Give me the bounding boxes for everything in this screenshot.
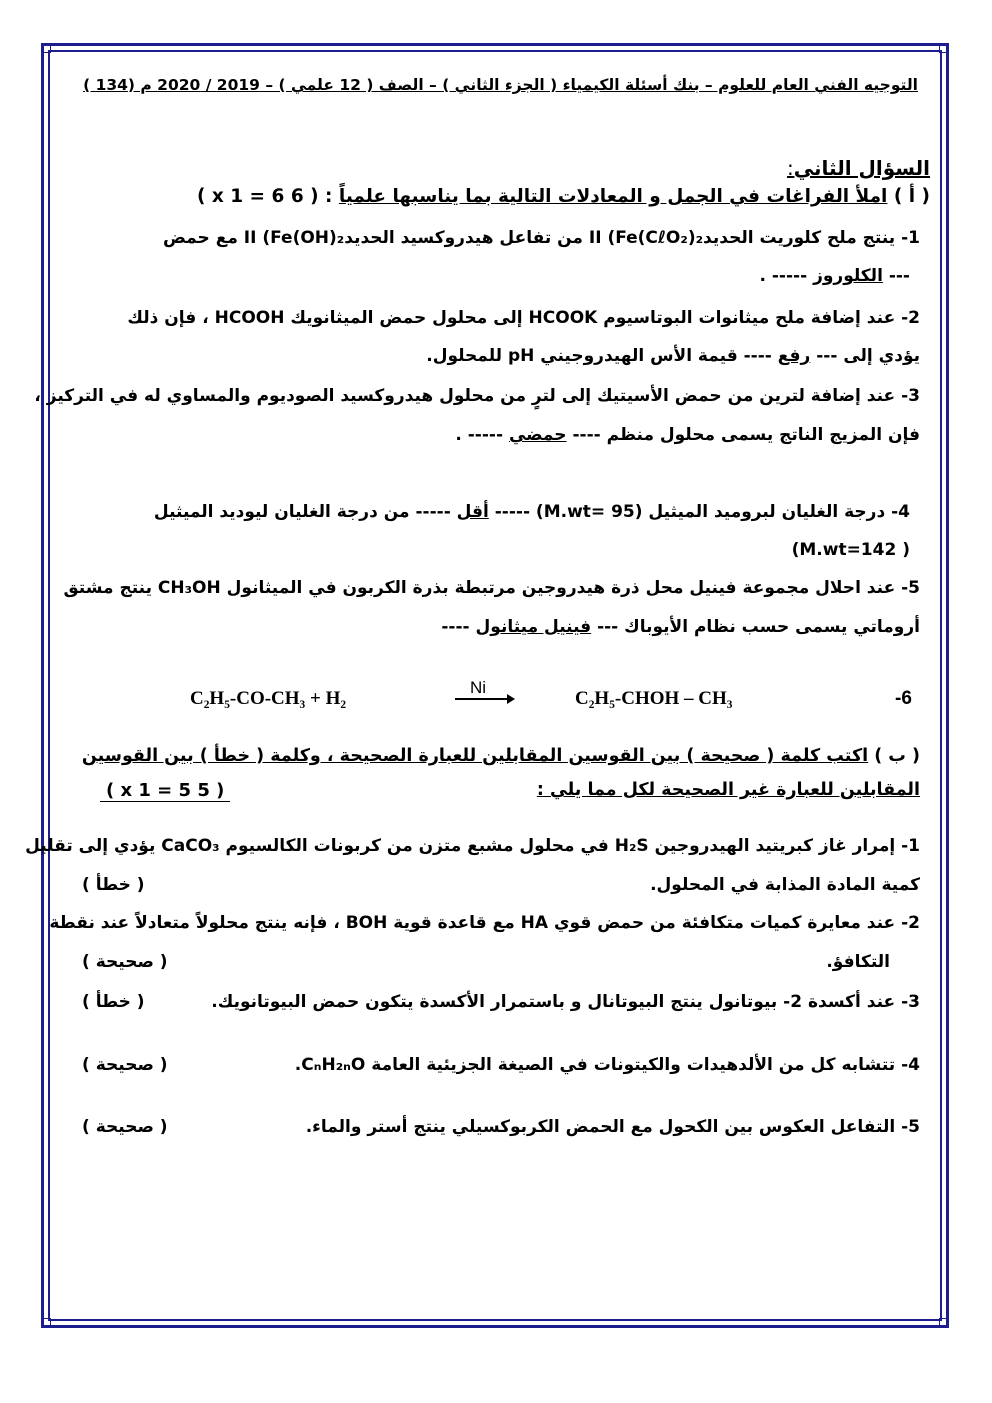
b-item-2-answer: ( صحيحة ) (82, 952, 168, 972)
equation-number: -6 (895, 688, 912, 709)
equation-catalyst: Ni (470, 678, 487, 697)
section-b-line1: ( ب ) اكتب كلمة ( صحيحة ) بين القوسين المقابلين للعبارة الصحيحة ، وكلمة ( خطأ ) بين القوسين (81, 746, 920, 766)
a-item-4-answer: أقل (456, 502, 489, 522)
a-item-2-line2: يؤدي إلى --- رفع ---- قيمة الأس الهيدروجيني pH للمحلول. (426, 346, 920, 366)
a-item-1-answer: الكلوروز (813, 266, 883, 286)
equation-reactants: C₂H₅-CO-CH₃ + H₂ (190, 688, 347, 709)
border-corner (939, 43, 949, 53)
section-a-label: ( أ ) (893, 186, 930, 207)
a-item-5-line1: 5- عند احلال مجموعة فينيل محل ذرة هيدروجين مرتبطة بذرة الكربون في الميثانول CH₃OH ينتج مشتق (63, 578, 920, 598)
a-item-3-answer: حمضي (508, 425, 567, 445)
section-a-heading (60, 186, 930, 207)
a-item-3-line1: 3- عند إضافة لترين من حمض الأسيتيك إلى لترٍ من محلول هيدروكسيد الصوديوم والمساوي له في التركيز ، (34, 386, 920, 406)
a-item-4-line1: 4- درجة الغليان لبروميد الميثيل (M.wt= 95) ----- أقل ----- من درجة الغليان ليوديد الميثيل (153, 502, 910, 522)
b-item-1-line1: 1- إمرار غاز كبريتيد الهيدروجين H₂S في محلول مشبع متزن من كربونات الكالسيوم CaCO₃ يؤدي إلى تقليل (25, 836, 920, 856)
b-item-4-answer: ( صحيحة ) (82, 1055, 168, 1075)
a-item-4-line2: ( M.wt=142) (791, 540, 910, 560)
a-item-1-line2: --- الكلوروز ----- . (759, 266, 910, 286)
b-item-4-line1: 4- تتشابه كل من الألدهيدات والكيتونات في الصيغة الجزيئية العامة CₙH₂ₙO. (294, 1055, 920, 1075)
equation-6 (60, 680, 930, 720)
b-item-5-answer: ( صحيحة ) (82, 1117, 168, 1137)
a-item-2-answer: رفع (777, 346, 811, 366)
equation-product: C₂H₅-CHOH – CH₃ (575, 688, 733, 709)
b-item-2-line2: التكافؤ. (826, 952, 890, 972)
border-corner (41, 1318, 51, 1328)
a-item-1-line1: 1- ينتج ملح كلوريت الحديدII (Fe(CℓO₂)₂ من تفاعل هيدروكسيد الحديدII (Fe(OH)₂ مع حمض (162, 228, 920, 248)
page-header: التوجيه الفني العام للعلوم – بنك أسئلة الكيمياء ( الجزء الثاني ) – الصف ( 12 علمي ) – 2019 / 2020 م (134 ) (83, 76, 918, 94)
question-title: السؤال الثاني: (787, 156, 930, 180)
section-a-score: : ( 6 x 1 = 6 ) (196, 186, 333, 207)
b-item-5-line1: 5- التفاعل العكوس بين الكحول مع الحمض الكربوكسيلي ينتج أستر والماء. (305, 1117, 920, 1137)
b-item-1-line2: كمية المادة المذابة في المحلول. (650, 875, 920, 895)
a-item-5-line2: أروماتي يسمى حسب نظام الأيوباك --- فينيل ميثانول ---- (441, 617, 920, 637)
b-item-3-line1: 3- عند أكسدة 2- بيوتانول ينتج البيوتانال و باستمرار الأكسدة يتكون حمض البيوتانويك. (211, 992, 920, 1012)
section-a-instruction: املأ الفراغات في الجمل و المعادلات التالية بما يناسبها علمياً (338, 186, 888, 207)
reaction-arrow-icon (455, 698, 513, 700)
border-corner (41, 43, 51, 53)
a-item-3-line2: فإن المزيج الناتج يسمى محلول منظم ---- حمضي ----- . (455, 425, 920, 445)
b-item-1-answer: ( خطأ ) (82, 875, 145, 895)
border-corner (939, 1318, 949, 1328)
section-b-instruction-1: اكتب كلمة ( صحيحة ) بين القوسين المقابلين للعبارة الصحيحة ، وكلمة ( خطأ ) بين القوسين (81, 746, 869, 766)
section-b-instruction-2: المقابلين للعبارة غير الصحيحة لكل مما يلي : (536, 780, 920, 800)
b-item-2-line1: 2- عند معايرة كميات متكافئة من حمض قوي HA مع قاعدة قوية BOH ، فإنه ينتج محلولاً متعادلاً عند نقطة (49, 913, 920, 933)
b-item-3-answer: ( خطأ ) (82, 992, 145, 1012)
section-b-score: ( 5 x 1 = 5 ) (100, 780, 230, 802)
a-item-5-answer: فينيل ميثانول (475, 617, 592, 637)
a-item-2-line1: 2- عند إضافة ملح ميثانوات البوتاسيوم HCOOK إلى محلول حمض الميثانويك HCOOH ، فإن ذلك (127, 308, 920, 328)
document-page (25, 70, 930, 1300)
